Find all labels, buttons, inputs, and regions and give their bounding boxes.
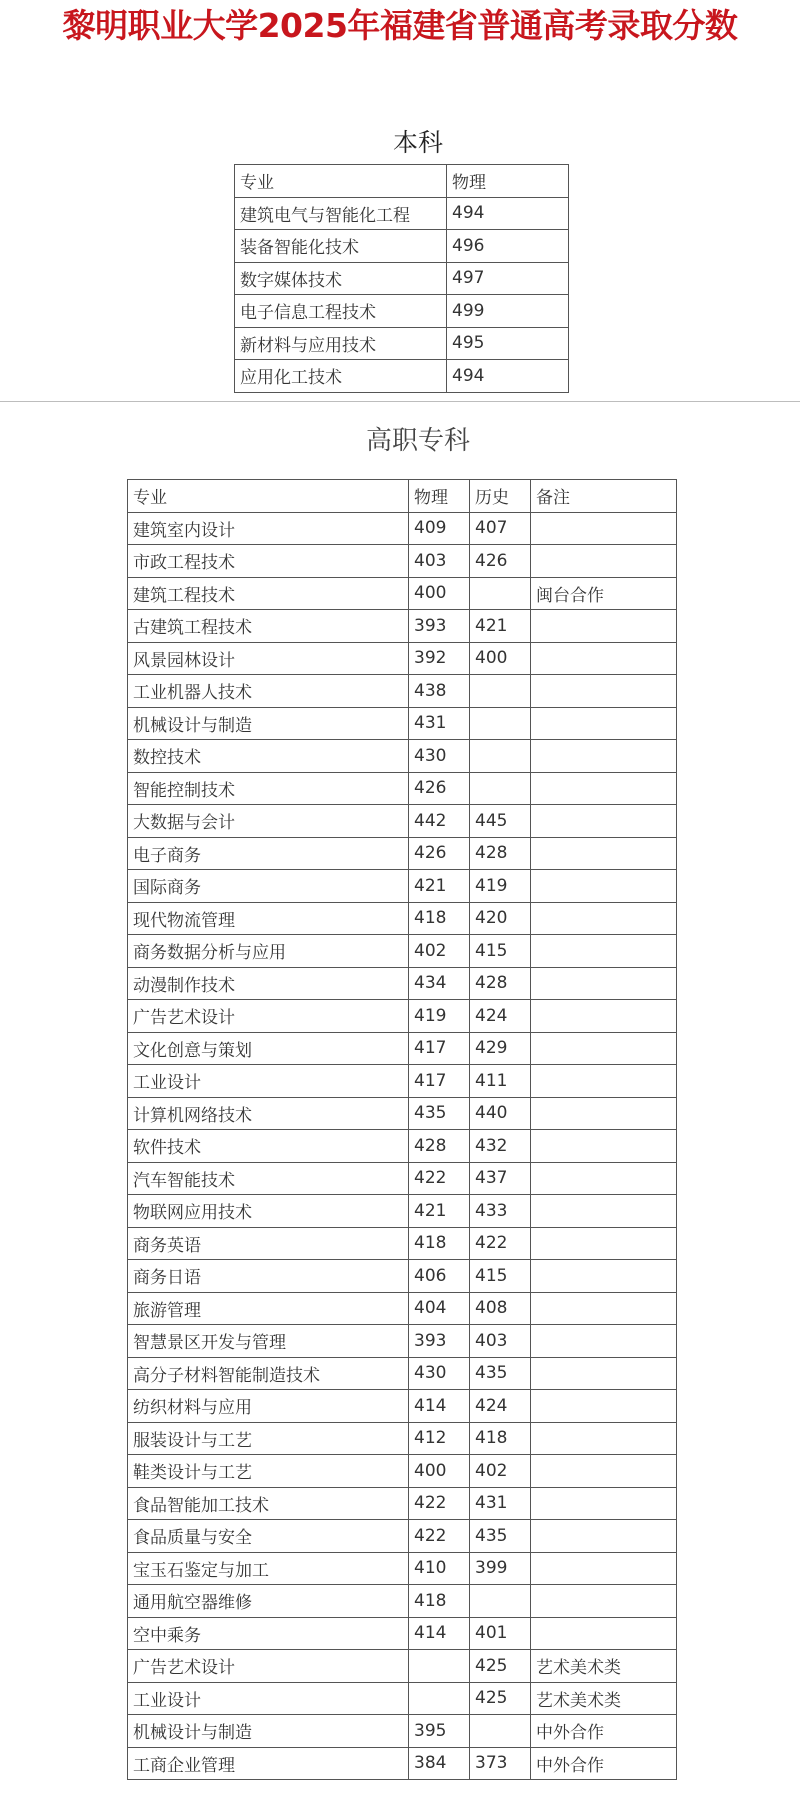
cell-major: 电子商务 — [128, 837, 409, 870]
cell-remark — [531, 1162, 677, 1195]
cell-major: 数字媒体技术 — [235, 262, 447, 295]
cell-remark — [531, 772, 677, 805]
cell-remark — [531, 1260, 677, 1293]
cell-remark — [531, 967, 677, 1000]
table-row — [128, 1325, 677, 1358]
cell-physics: 393 — [409, 1325, 470, 1358]
table-row — [235, 230, 569, 263]
cell-major: 宝玉石鉴定与加工 — [128, 1552, 409, 1585]
cell-physics: 496 — [447, 230, 569, 263]
cell-remark — [531, 610, 677, 643]
cell-physics — [409, 1682, 470, 1715]
cell-history — [470, 1585, 531, 1618]
cell-physics: 417 — [409, 1032, 470, 1065]
cell-major: 动漫制作技术 — [128, 967, 409, 1000]
cell-major: 建筑室内设计 — [128, 512, 409, 545]
cell-physics: 412 — [409, 1422, 470, 1455]
cell-remark — [531, 1455, 677, 1488]
table-row — [128, 545, 677, 578]
cell-physics: 395 — [409, 1715, 470, 1748]
cell-remark — [531, 740, 677, 773]
cell-history: 440 — [470, 1097, 531, 1130]
cell-major: 古建筑工程技术 — [128, 610, 409, 643]
cell-major: 智慧景区开发与管理 — [128, 1325, 409, 1358]
table-row — [235, 327, 569, 360]
cell-physics: 426 — [409, 837, 470, 870]
cell-physics: 400 — [409, 1455, 470, 1488]
table-row — [128, 1585, 677, 1618]
table-row — [128, 805, 677, 838]
cell-major: 文化创意与策划 — [128, 1032, 409, 1065]
page-title: 黎明职业大学2025年福建省普通高考录取分数 — [62, 6, 738, 45]
table-row — [128, 1487, 677, 1520]
cell-major: 食品智能加工技术 — [128, 1487, 409, 1520]
table-row — [128, 740, 677, 773]
cell-physics: 438 — [409, 675, 470, 708]
cell-history: 407 — [470, 512, 531, 545]
cell-remark — [531, 1487, 677, 1520]
table-row — [128, 1032, 677, 1065]
column-header-remark: 备注 — [531, 480, 677, 513]
cell-history: 422 — [470, 1227, 531, 1260]
undergraduate-section-title: 本科 — [392, 128, 443, 157]
cell-physics: 442 — [409, 805, 470, 838]
cell-major: 商务日语 — [128, 1260, 409, 1293]
cell-remark — [531, 870, 677, 903]
cell-history — [470, 740, 531, 773]
table-row — [128, 902, 677, 935]
table-row — [128, 1520, 677, 1553]
cell-major: 装备智能化技术 — [235, 230, 447, 263]
cell-major: 大数据与会计 — [128, 805, 409, 838]
cell-physics: 404 — [409, 1292, 470, 1325]
cell-physics: 418 — [409, 1227, 470, 1260]
cell-physics: 393 — [409, 610, 470, 643]
cell-remark — [531, 902, 677, 935]
cell-major: 旅游管理 — [128, 1292, 409, 1325]
cell-remark — [531, 1195, 677, 1228]
table-row — [128, 1552, 677, 1585]
cell-physics: 409 — [409, 512, 470, 545]
cell-history: 435 — [470, 1357, 531, 1390]
cell-remark — [531, 1065, 677, 1098]
table-row — [128, 610, 677, 643]
cell-physics: 421 — [409, 1195, 470, 1228]
cell-remark — [531, 837, 677, 870]
cell-history: 433 — [470, 1195, 531, 1228]
cell-remark — [531, 1552, 677, 1585]
column-header-major: 专业 — [235, 165, 447, 198]
cell-remark: 艺术美术类 — [531, 1650, 677, 1683]
cell-remark — [531, 935, 677, 968]
cell-physics: 406 — [409, 1260, 470, 1293]
cell-major: 机械设计与制造 — [128, 707, 409, 740]
cell-major: 新材料与应用技术 — [235, 327, 447, 360]
table-row — [235, 262, 569, 295]
table-row — [235, 197, 569, 230]
cell-history: 437 — [470, 1162, 531, 1195]
cell-physics: 422 — [409, 1162, 470, 1195]
cell-history: 425 — [470, 1682, 531, 1715]
cell-remark — [531, 1130, 677, 1163]
cell-physics: 422 — [409, 1520, 470, 1553]
table-row — [235, 360, 569, 393]
cell-physics: 494 — [447, 360, 569, 393]
cell-history: 445 — [470, 805, 531, 838]
table-header-row — [128, 480, 677, 513]
cell-history: 429 — [470, 1032, 531, 1065]
table-row — [128, 1390, 677, 1423]
cell-physics: 419 — [409, 1000, 470, 1033]
cell-major: 现代物流管理 — [128, 902, 409, 935]
table-row — [128, 1097, 677, 1130]
cell-physics: 418 — [409, 1585, 470, 1618]
cell-major: 食品质量与安全 — [128, 1520, 409, 1553]
cell-major: 商务数据分析与应用 — [128, 935, 409, 968]
table-row — [128, 1747, 677, 1780]
cell-major: 电子信息工程技术 — [235, 295, 447, 328]
cell-remark — [531, 1032, 677, 1065]
cell-remark: 艺术美术类 — [531, 1682, 677, 1715]
cell-major: 智能控制技术 — [128, 772, 409, 805]
cell-remark — [531, 1357, 677, 1390]
cell-remark — [531, 1617, 677, 1650]
table-row — [128, 1162, 677, 1195]
cell-major: 广告艺术设计 — [128, 1650, 409, 1683]
cell-physics: 384 — [409, 1747, 470, 1780]
cell-major: 纺织材料与应用 — [128, 1390, 409, 1423]
cell-major: 应用化工技术 — [235, 360, 447, 393]
cell-major: 通用航空器维修 — [128, 1585, 409, 1618]
table-row — [128, 1422, 677, 1455]
table-row — [128, 1650, 677, 1683]
table-row — [128, 577, 677, 610]
table-row — [128, 642, 677, 675]
table-row — [235, 295, 569, 328]
cell-remark — [531, 1422, 677, 1455]
cell-history: 432 — [470, 1130, 531, 1163]
cell-major: 高分子材料智能制造技术 — [128, 1357, 409, 1390]
cell-physics: 417 — [409, 1065, 470, 1098]
cell-history — [470, 707, 531, 740]
table-row — [128, 837, 677, 870]
cell-history: 418 — [470, 1422, 531, 1455]
cell-physics: 494 — [447, 197, 569, 230]
cell-physics: 426 — [409, 772, 470, 805]
cell-major: 汽车智能技术 — [128, 1162, 409, 1195]
cell-history: 415 — [470, 935, 531, 968]
cell-major: 工商企业管理 — [128, 1747, 409, 1780]
section-divider — [0, 401, 800, 402]
cell-major: 风景园林设计 — [128, 642, 409, 675]
table-row — [128, 1715, 677, 1748]
column-header-major: 专业 — [128, 480, 409, 513]
cell-major: 工业机器人技术 — [128, 675, 409, 708]
table-row — [128, 870, 677, 903]
cell-history: 402 — [470, 1455, 531, 1488]
cell-major: 物联网应用技术 — [128, 1195, 409, 1228]
cell-history: 421 — [470, 610, 531, 643]
cell-remark — [531, 1390, 677, 1423]
cell-history — [470, 675, 531, 708]
cell-history: 403 — [470, 1325, 531, 1358]
cell-major: 商务英语 — [128, 1227, 409, 1260]
table-row — [128, 707, 677, 740]
cell-physics: 414 — [409, 1390, 470, 1423]
cell-physics: 421 — [409, 870, 470, 903]
cell-major: 软件技术 — [128, 1130, 409, 1163]
cell-major: 国际商务 — [128, 870, 409, 903]
cell-remark — [531, 545, 677, 578]
cell-physics: 430 — [409, 1357, 470, 1390]
cell-major: 广告艺术设计 — [128, 1000, 409, 1033]
cell-physics: 435 — [409, 1097, 470, 1130]
cell-remark: 中外合作 — [531, 1715, 677, 1748]
column-header-physics: 物理 — [409, 480, 470, 513]
cell-history: 435 — [470, 1520, 531, 1553]
cell-physics: 422 — [409, 1487, 470, 1520]
column-header-physics: 物理 — [447, 165, 569, 198]
cell-remark — [531, 707, 677, 740]
cell-physics: 431 — [409, 707, 470, 740]
cell-major: 鞋类设计与工艺 — [128, 1455, 409, 1488]
cell-history: 408 — [470, 1292, 531, 1325]
table-row — [128, 1617, 677, 1650]
cell-history — [470, 1715, 531, 1748]
table-header-row — [235, 165, 569, 198]
cell-major: 工业设计 — [128, 1065, 409, 1098]
cell-physics — [409, 1650, 470, 1683]
cell-remark — [531, 1097, 677, 1130]
cell-history: 400 — [470, 642, 531, 675]
cell-remark — [531, 1520, 677, 1553]
column-header-history: 历史 — [470, 480, 531, 513]
cell-physics: 400 — [409, 577, 470, 610]
cell-major: 市政工程技术 — [128, 545, 409, 578]
cell-history — [470, 772, 531, 805]
cell-history — [470, 577, 531, 610]
table-row — [128, 1065, 677, 1098]
cell-history: 431 — [470, 1487, 531, 1520]
cell-physics: 495 — [447, 327, 569, 360]
cell-remark: 中外合作 — [531, 1747, 677, 1780]
cell-physics: 392 — [409, 642, 470, 675]
cell-remark: 闽台合作 — [531, 577, 677, 610]
table-row — [128, 1227, 677, 1260]
cell-history: 428 — [470, 967, 531, 1000]
table-row — [128, 1682, 677, 1715]
cell-physics: 403 — [409, 545, 470, 578]
cell-major: 计算机网络技术 — [128, 1097, 409, 1130]
cell-major: 机械设计与制造 — [128, 1715, 409, 1748]
vocational-section-title: 高职专科 — [365, 426, 470, 456]
cell-major: 空中乘务 — [128, 1617, 409, 1650]
table-row — [128, 1195, 677, 1228]
cell-history: 424 — [470, 1390, 531, 1423]
cell-major: 建筑工程技术 — [128, 577, 409, 610]
cell-remark — [531, 1325, 677, 1358]
cell-remark — [531, 675, 677, 708]
cell-physics: 499 — [447, 295, 569, 328]
cell-remark — [531, 642, 677, 675]
table-row — [128, 967, 677, 1000]
cell-history: 420 — [470, 902, 531, 935]
cell-remark — [531, 1000, 677, 1033]
table-row — [128, 675, 677, 708]
cell-physics: 418 — [409, 902, 470, 935]
cell-remark — [531, 1227, 677, 1260]
cell-physics: 497 — [447, 262, 569, 295]
undergraduate-score-table — [234, 164, 569, 393]
cell-physics: 430 — [409, 740, 470, 773]
cell-physics: 434 — [409, 967, 470, 1000]
cell-history: 419 — [470, 870, 531, 903]
cell-history: 399 — [470, 1552, 531, 1585]
table-row — [128, 935, 677, 968]
cell-remark — [531, 1292, 677, 1325]
cell-major: 服装设计与工艺 — [128, 1422, 409, 1455]
table-row — [128, 1260, 677, 1293]
table-row — [128, 772, 677, 805]
cell-major: 数控技术 — [128, 740, 409, 773]
cell-remark — [531, 1585, 677, 1618]
table-row — [128, 512, 677, 545]
cell-physics: 410 — [409, 1552, 470, 1585]
table-row — [128, 1455, 677, 1488]
table-row — [128, 1130, 677, 1163]
cell-history: 428 — [470, 837, 531, 870]
cell-physics: 428 — [409, 1130, 470, 1163]
cell-history: 415 — [470, 1260, 531, 1293]
cell-history: 411 — [470, 1065, 531, 1098]
cell-physics: 402 — [409, 935, 470, 968]
vocational-score-table — [127, 479, 677, 1780]
cell-history: 373 — [470, 1747, 531, 1780]
table-row — [128, 1000, 677, 1033]
cell-history: 426 — [470, 545, 531, 578]
cell-physics: 414 — [409, 1617, 470, 1650]
cell-major: 建筑电气与智能化工程 — [235, 197, 447, 230]
cell-history: 425 — [470, 1650, 531, 1683]
cell-history: 424 — [470, 1000, 531, 1033]
cell-history: 401 — [470, 1617, 531, 1650]
cell-remark — [531, 805, 677, 838]
table-row — [128, 1292, 677, 1325]
cell-remark — [531, 512, 677, 545]
table-row — [128, 1357, 677, 1390]
cell-major: 工业设计 — [128, 1682, 409, 1715]
